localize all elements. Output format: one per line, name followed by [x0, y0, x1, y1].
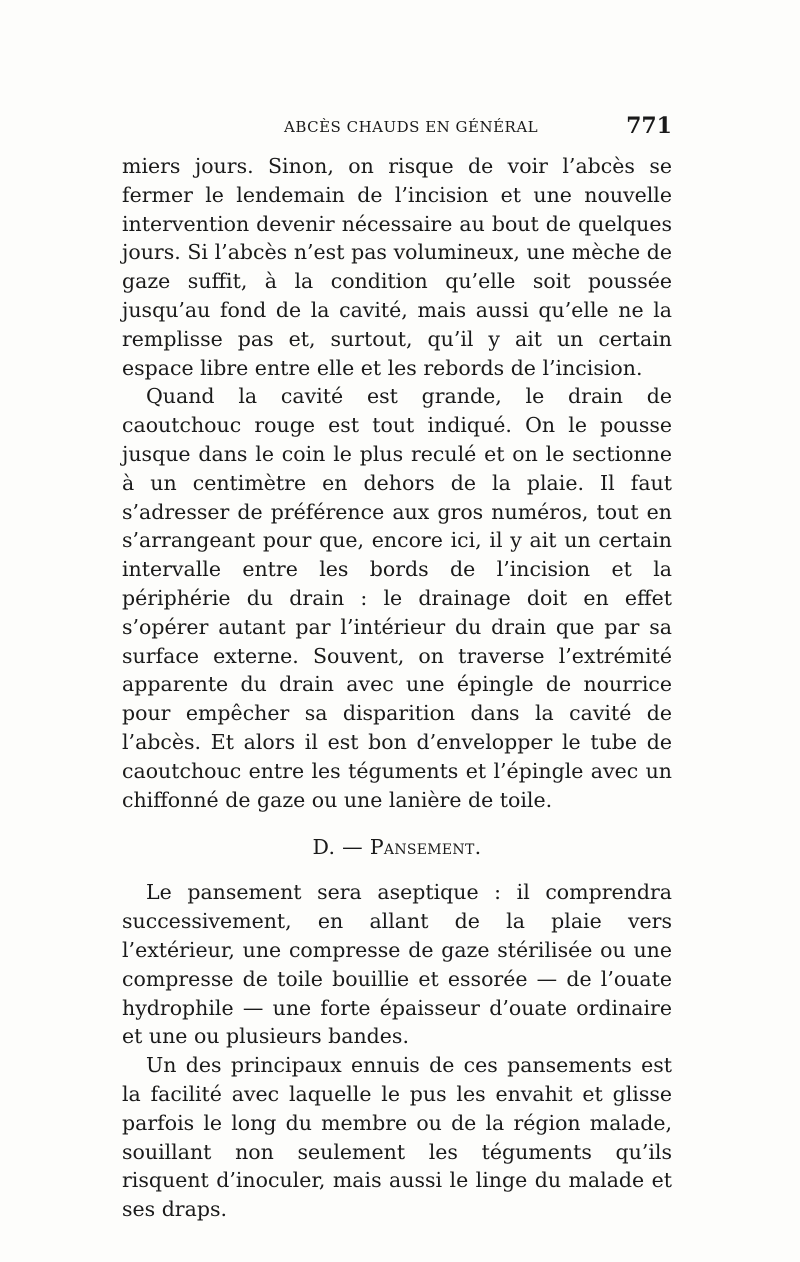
page-number: 771: [626, 113, 672, 139]
section-heading: [122, 833, 672, 861]
paragraph-drain: Quand la cavité est grande, le drain de caoutchouc rouge est tout indiqué. On le pousse jusque dans le coin le plus reculé et on le sectionne à un centimètre en dehors de la plaie. Il faut s’adresser de préférence aux gros numéros, tout en s’arrangeant pour que, encore ici, il y ait un certain intervalle entre les bords de l’incision et la périphérie du drain : le drainage doit en effet s’opérer autant par l’intérieur du drain que par sa surface externe. Souvent, on traverse l’extrémité apparente du drain avec une épingle de nourrice pour empêcher sa disparition dans la cavité de l’abcès. Et alors il est bon d’envelopper le tube de caoutchouc entre les téguments et l’épingle avec un chiffonné de gaze ou une lanière de toile.: [122, 384, 672, 812]
body-text: [122, 152, 672, 1224]
section-letter: D. —: [312, 835, 370, 860]
paragraph-ennuis: Un des principaux ennuis de ces pansements est la facilité avec laquelle le pus les envahit et glisse parfois le long du membre ou de la région malade, souillant non seulement les téguments qu’ils risquent d’inoculer, mais aussi le linge du malade et ses draps.: [122, 1053, 672, 1222]
section-title: Pansement.: [369, 835, 482, 860]
running-header: [122, 113, 672, 142]
running-title: ABCÈS CHAUDS EN GÉNÉRAL: [284, 118, 539, 136]
paragraph-continuation: miers jours. Sinon, on risque de voir l’abcès se fermer le lendemain de l’incision et une nouvelle intervention devenir nécessaire au bout de quelques jours. Si l’abcès n’est pas volumineux, une mèche de gaze suffit, à la condition qu’elle soit poussée jusqu’au fond de la cavité, mais aussi qu’elle ne la remplisse pas et, surtout, qu’il y ait un certain espace libre entre elle et les rebords de l’incision.: [122, 154, 672, 380]
paragraph-pansement: Le pansement sera aseptique : il comprendra successivement, en allant de la plaie vers l’extérieur, une compresse de gaze stérilisée ou une compresse de toile bouillie et essorée — de l’ouate hydrophile — une forte épaisseur d’ouate ordinaire et une ou plusieurs bandes.: [122, 880, 672, 1049]
